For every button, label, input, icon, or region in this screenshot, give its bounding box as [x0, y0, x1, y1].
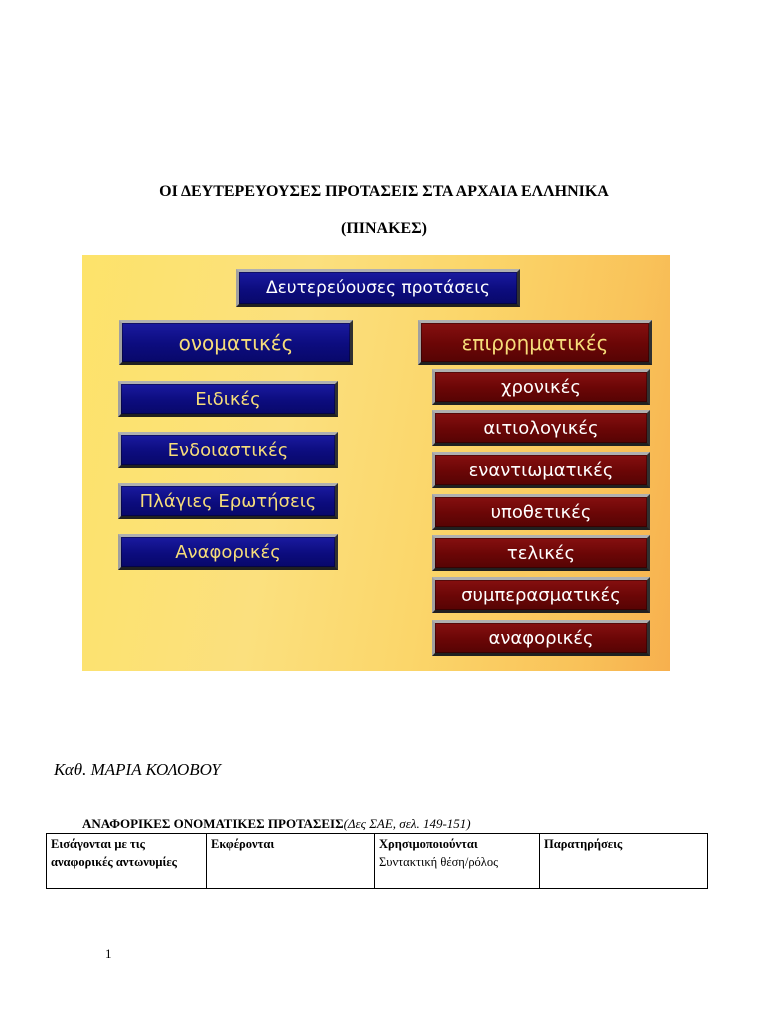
table-caption-reference: (Δες ΣΑΕ, σελ. 149-151): [343, 816, 471, 831]
column-header: Παρατηρήσεις: [544, 837, 623, 851]
document-subtitle: (ΠΙΝΑΚΕΣ): [340, 220, 427, 237]
relative-clauses-table: [46, 833, 708, 889]
diagram-adverbial-item: εναντιωματικές: [432, 452, 650, 488]
diagram-adverbial-item: αναφορικές: [432, 620, 650, 656]
column-header: Χρησιμοποιούνται: [379, 837, 478, 851]
diagram-adverbial-item: συμπερασματικές: [432, 577, 650, 613]
diagram-nominal-item: Ειδικές: [118, 381, 338, 417]
diagram-adverbial-item: υποθετικές: [432, 494, 650, 530]
column-subheader: Συντακτική θέση/ρόλος: [379, 855, 499, 869]
diagram-nominal-item: Ενδοιαστικές: [118, 432, 338, 468]
diagram-adverbial-item: χρονικές: [432, 369, 650, 405]
table-cell: [207, 834, 375, 889]
table-cell: [540, 834, 708, 889]
table-caption-title: ΑΝΑΦΟΡΙΚΕΣ ΟΝΟΜΑΤΙΚΕΣ ΠΡΟΤΑΣΕΙΣ: [82, 816, 344, 831]
diagram-nominal-box: ονοματικές: [119, 320, 353, 365]
table-cell: [47, 834, 207, 889]
diagram-nominal-item: Πλάγιες Ερωτήσεις: [118, 483, 338, 519]
diagram-adverbial-box: επιρρηματικές: [418, 320, 652, 365]
table-caption: [82, 816, 471, 832]
table-row: [47, 834, 708, 889]
column-header: Εκφέρονται: [211, 837, 275, 851]
diagram-adverbial-item: αιτιολογικές: [432, 410, 650, 446]
table-cell: [375, 834, 540, 889]
author-name: Καθ. ΜΑΡΙΑ ΚΟΛΟΒΟΥ: [54, 760, 221, 779]
diagram-adverbial-item: τελικές: [432, 535, 650, 571]
diagram-root-box: Δευτερεύουσες προτάσεις: [236, 269, 520, 307]
page-number: 1: [105, 946, 112, 961]
clause-diagram: [82, 255, 670, 671]
column-header: Εισάγονται με τις αναφορικές αντωνυμίες: [51, 837, 177, 869]
document-title: ΟΙ ΔΕΥΤΕΡΕΥΟΥΣΕΣ ΠΡΟΤΑΣΕΙΣ ΣΤΑ ΑΡΧΑΙΑ ΕΛΛΗΝΙΚΑ: [159, 183, 609, 200]
diagram-nominal-item: Αναφορικές: [118, 534, 338, 570]
